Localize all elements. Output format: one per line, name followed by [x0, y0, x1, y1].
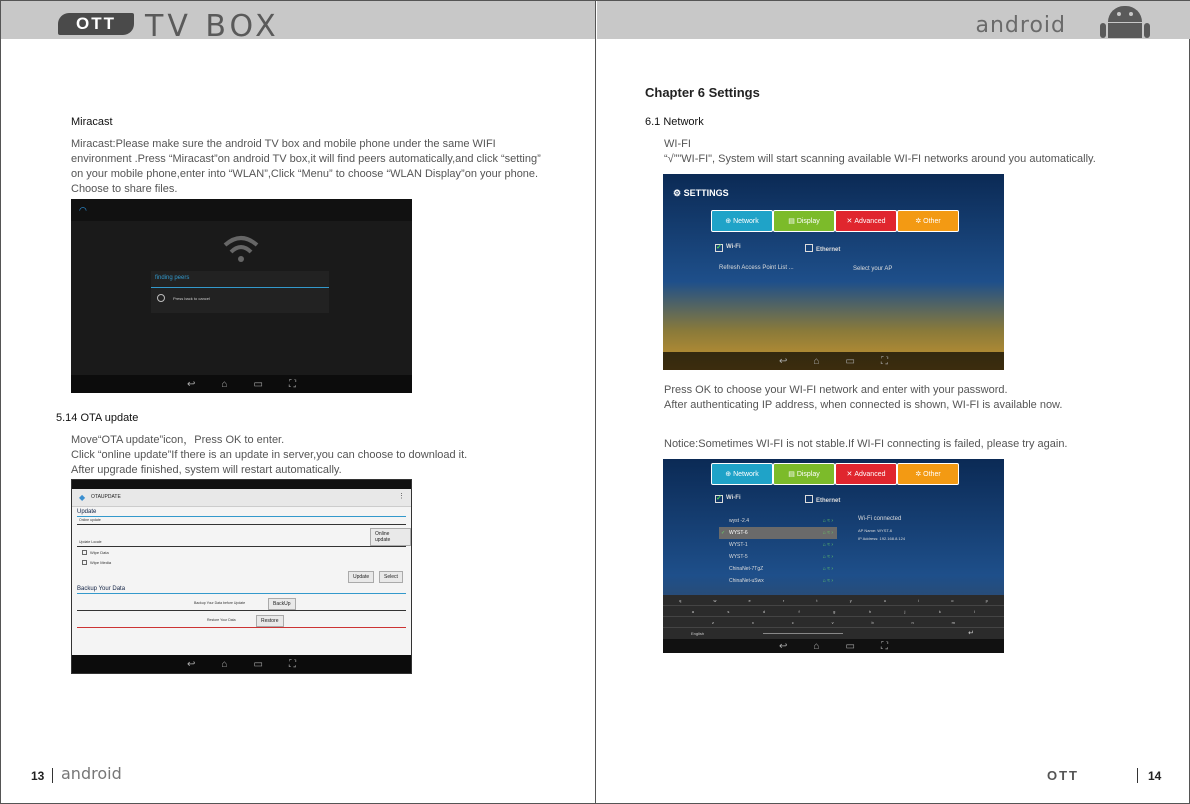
list-item[interactable]: WYST-1 ⌂ ≈ ›: [719, 539, 837, 551]
ethernet-checkbox[interactable]: Ethernet: [805, 244, 840, 253]
press-ok-line-2: After authenticating IP address, when connected is shown, WI-FI is available now.: [664, 399, 1063, 411]
refresh-ap-text: Refresh Access Point List ...: [719, 265, 794, 271]
settings-screenshot: [663, 174, 1004, 370]
keyboard-row-1: [663, 595, 1004, 606]
key[interactable]: u: [883, 597, 887, 603]
backup-button[interactable]: BackUp: [268, 598, 296, 610]
ota-statusbar: [72, 480, 411, 489]
press-ok-text: [664, 383, 1184, 413]
spinner-icon: [157, 294, 165, 302]
ota-screenshot: [71, 479, 412, 674]
ota-app-title: OTAUPDATE: [91, 494, 121, 500]
footer-ott-logo: OTT: [1047, 768, 1079, 783]
wipe-data-checkbox[interactable]: Wipe Data: [82, 550, 109, 555]
ota-line-3: After upgrade finished, system will restart automatically.: [71, 464, 342, 476]
wifi-navbar: [663, 639, 1004, 653]
restore-text: Restore Your Data: [207, 618, 236, 622]
key[interactable]: a: [691, 608, 694, 614]
ota-rule-2: [77, 524, 406, 525]
list-item[interactable]: wyst -2.4 ⌂ ≈ ›: [719, 515, 837, 527]
wifi-line: “√”"WI-FI", System will start scanning available WI-FI networks around you automatically.: [664, 153, 1096, 165]
ota-rule-3: [77, 546, 406, 547]
key[interactable]: m: [951, 619, 955, 625]
key[interactable]: t: [816, 597, 818, 603]
key[interactable]: h: [868, 608, 872, 614]
ota-app-icon: ◆: [79, 493, 86, 502]
select-ap-text: Select your AP: [853, 266, 893, 272]
tab-advanced[interactable]: ✕ Advanced: [835, 463, 897, 485]
backup-rule-2: [77, 610, 406, 611]
key[interactable]: z: [711, 619, 714, 625]
key[interactable]: f: [798, 608, 800, 614]
list-item[interactable]: WYST-5 ⌂ ≈ ›: [719, 551, 837, 563]
key[interactable]: b: [871, 619, 874, 625]
key[interactable]: j: [904, 608, 906, 614]
page-left: [1, 1, 596, 803]
ota-line-1: Move“OTA update”icon，Press OK to enter.: [71, 434, 285, 446]
check-icon: ✓: [721, 530, 726, 536]
wifi-signal-icon: ⌂ ≈ ›: [822, 518, 833, 524]
tab-network[interactable]: ⊕ Network: [711, 463, 773, 485]
footer-android-left: android: [61, 764, 122, 783]
ap-name: AP Name: WYST-6: [858, 528, 893, 533]
android-robot-icon: [1100, 4, 1150, 38]
settings-navbar: [663, 352, 1004, 370]
tab-display[interactable]: ▤ Display: [773, 210, 835, 232]
ota-text: [71, 433, 591, 478]
chapter-title: Chapter 6 Settings: [645, 85, 760, 100]
wifi-small-icon: ◠: [79, 205, 87, 215]
wipe-media-checkbox[interactable]: Wipe Media: [82, 560, 111, 565]
wifi-connected-title: Wi-Fi connected: [858, 516, 902, 522]
key[interactable]: r: [782, 597, 785, 603]
ota-locale-label: Update Locale: [79, 540, 102, 544]
ethernet-checkbox[interactable]: Ethernet: [805, 495, 840, 504]
restore-button[interactable]: Restore: [256, 615, 284, 627]
key[interactable]: w: [713, 597, 717, 603]
ota-update-rule: [77, 516, 406, 517]
page-number-left: 13: [31, 769, 45, 783]
wifi-label: WI-FI: [664, 138, 691, 150]
ota-heading: 5.14 OTA update: [56, 412, 139, 424]
tv-box-title: TV BOX: [145, 9, 280, 44]
wifi-checkbox[interactable]: ✓ Wi-Fi: [716, 244, 741, 251]
android-navbar: [71, 375, 412, 393]
ott-logo: OTT: [58, 13, 134, 35]
overflow-menu-icon[interactable]: ⋮: [398, 493, 405, 500]
miracast-line-3: on your mobile phone,enter into “WLAN”,Click “Menu” to choose “WLAN Display”on your phone.: [71, 168, 539, 180]
list-item[interactable]: ChinaNet-7TgZ ⌂ ≈ ›: [719, 563, 837, 575]
backup-text: Backup Your Data before Update: [194, 601, 246, 605]
recents-icon[interactable]: ▭: [253, 378, 263, 390]
key[interactable]: e: [748, 597, 751, 603]
home-icon[interactable]: ⌂: [813, 355, 820, 367]
keyboard-row-3: [663, 617, 1004, 628]
ota-appbar: [72, 489, 411, 507]
tab-other[interactable]: ✲ Other: [897, 463, 959, 485]
home-icon[interactable]: ⌂: [813, 640, 820, 652]
ota-online-label: Online update: [79, 518, 101, 522]
footer-divider-left: [52, 768, 53, 783]
gear-other-icon: ✲: [915, 471, 922, 478]
ota-navbar: [72, 655, 411, 673]
recents-icon[interactable]: ▭: [845, 355, 855, 367]
dialog-divider: [151, 287, 329, 288]
back-icon[interactable]: ↩: [187, 658, 196, 670]
wifi-signal-icon: ⌂ ≈ ›: [822, 542, 833, 548]
header-right: [597, 1, 1190, 39]
press-ok-line-1: Press OK to choose your WI-FI network and enter with your password.: [664, 384, 1008, 396]
tools-icon: ✕: [846, 471, 853, 478]
android-brand: android: [975, 13, 1066, 38]
network-icon: ⊕: [725, 471, 732, 478]
key[interactable]: g: [833, 608, 836, 614]
key[interactable]: o: [951, 597, 954, 603]
tools-icon: ✕: [846, 218, 853, 225]
wifi-large-icon: [221, 231, 261, 267]
network-heading: 6.1 Network: [645, 116, 704, 128]
wifi-signal-icon: ⌂ ≈ ›: [822, 578, 833, 584]
restore-rule: [77, 627, 406, 628]
dialog-text: Press back to cancel: [173, 296, 210, 301]
key[interactable]: n: [911, 619, 914, 625]
wifi-signal-icon: ⌂ ≈ ›: [822, 554, 833, 560]
network-icon: ⊕: [725, 218, 732, 225]
display-icon: ▤: [788, 471, 795, 478]
screenshot-icon[interactable]: ⛶: [880, 640, 888, 652]
wifi-text: [664, 137, 1184, 167]
finding-peers-dialog: [151, 271, 329, 313]
key[interactable]: v: [831, 619, 834, 625]
miracast-line-4: Choose to share files.: [71, 183, 178, 195]
key[interactable]: x: [751, 619, 754, 625]
key[interactable]: d: [762, 608, 766, 614]
back-icon[interactable]: ↩: [187, 378, 196, 390]
notice-text: Notice:Sometimes WI-FI is not stable.If WI-FI connecting is failed, please try again.: [664, 438, 1068, 450]
wifi-screenshot: [663, 459, 1004, 653]
wifi-signal-icon: ⌂ ≈ ›: [822, 566, 833, 572]
wifi-signal-icon: ⌂ ≈ ›: [822, 530, 833, 536]
keyboard-row-4: [663, 628, 1004, 639]
gear-icon: ⚙: [673, 188, 684, 198]
gear-other-icon: ✲: [915, 218, 922, 225]
wifi-checkbox[interactable]: ✓ Wi-Fi: [716, 495, 741, 502]
recents-icon[interactable]: ▭: [845, 640, 855, 652]
header-left: [1, 1, 595, 44]
enter-key-icon[interactable]: ↵: [968, 630, 974, 637]
key[interactable]: k: [938, 608, 941, 614]
select-button[interactable]: Select: [379, 571, 403, 583]
update-button[interactable]: Update: [348, 571, 374, 583]
display-icon: ▤: [788, 218, 795, 225]
backup-label: Backup Your Data: [77, 586, 126, 592]
key[interactable]: q: [679, 597, 682, 603]
tab-other[interactable]: ✲ Other: [897, 210, 959, 232]
keyboard-row-2: [663, 606, 1004, 617]
key[interactable]: c: [791, 619, 794, 625]
key[interactable]: p: [985, 597, 988, 603]
home-icon[interactable]: ⌂: [221, 658, 228, 670]
miracast-topbar: [71, 199, 412, 221]
screenshot-icon[interactable]: ⛶: [288, 378, 296, 390]
key[interactable]: y: [849, 597, 852, 603]
dialog-title: finding peers: [155, 275, 190, 281]
tab-advanced[interactable]: ✕ Advanced: [835, 210, 897, 232]
miracast-line-2: environment .Press “Miracast”on android TV box,it will find peers automatically,and click “setting”: [71, 153, 541, 165]
ota-line-2: Click “online update”If there is an update in server,you can choose to download it.: [71, 449, 468, 461]
language-key[interactable]: English: [691, 631, 705, 636]
wifi-network-list: [719, 515, 837, 587]
ota-update-label: Update: [77, 509, 97, 515]
recents-icon[interactable]: ▭: [253, 658, 263, 670]
footer-divider-right: [1137, 768, 1138, 783]
screenshot-icon[interactable]: ⛶: [288, 658, 296, 670]
settings-title: ⚙ SETTINGS: [673, 188, 729, 198]
online-update-button[interactable]: Online update: [370, 528, 411, 546]
back-icon[interactable]: ↩: [779, 640, 788, 652]
on-screen-keyboard: [663, 595, 1004, 639]
backup-rule: [77, 593, 406, 594]
tab-display[interactable]: ▤ Display: [773, 463, 835, 485]
miracast-screenshot: [71, 199, 412, 393]
page-number-right: 14: [1148, 769, 1162, 783]
screenshot-icon[interactable]: ⛶: [880, 355, 888, 367]
page-right: [597, 1, 1190, 803]
miracast-text: [71, 137, 591, 197]
miracast-line-1: Miracast:Please make sure the android TV box and mobile phone under the same WIFI: [71, 138, 496, 150]
list-item-selected[interactable]: ✓ WYST-6 ⌂ ≈ ›: [719, 527, 837, 539]
space-key[interactable]: [763, 633, 843, 634]
ip-address: IP Address: 192.168.8.124: [858, 536, 906, 541]
miracast-heading: Miracast: [71, 116, 113, 128]
key[interactable]: i: [918, 597, 920, 603]
tab-network[interactable]: ⊕ Network: [711, 210, 773, 232]
back-icon[interactable]: ↩: [779, 355, 788, 367]
list-item[interactable]: ChinaNet-uSwx ⌂ ≈ ›: [719, 575, 837, 587]
key[interactable]: s: [727, 608, 730, 614]
key[interactable]: l: [974, 608, 976, 614]
home-icon[interactable]: ⌂: [221, 378, 228, 390]
